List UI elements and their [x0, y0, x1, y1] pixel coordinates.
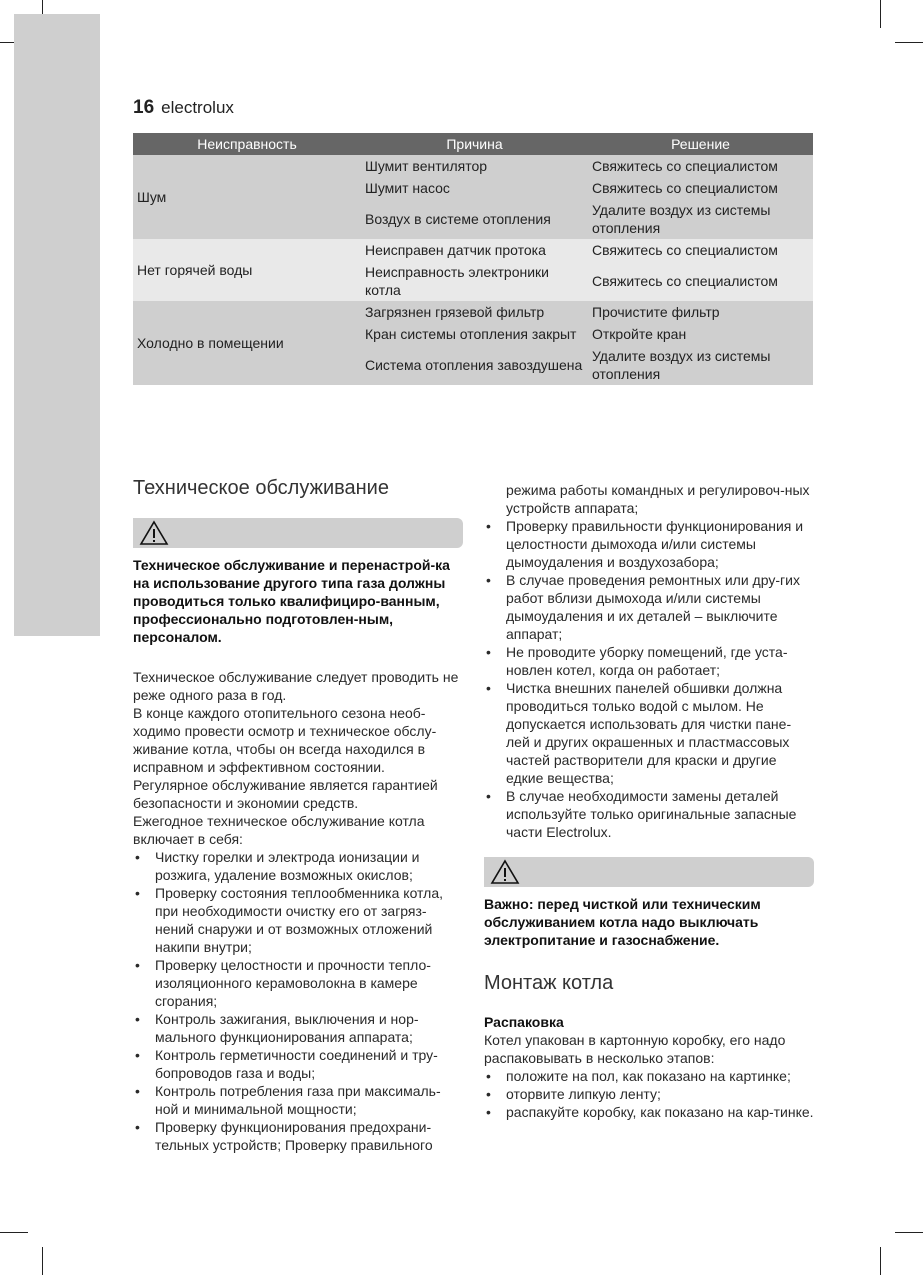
cause-cell: Воздух в системе отопления — [361, 199, 588, 239]
cause-cell: Загрязнен грязевой фильтр — [361, 301, 588, 323]
table-row — [133, 239, 813, 261]
cause-cell: Кран системы отопления закрыт — [361, 323, 588, 345]
solution-cell: Прочистите фильтр — [588, 301, 813, 323]
list-item: • Проверку функционирования предохрани-тельных устройств; Проверку правильного — [133, 1118, 463, 1154]
list-item: • Контроль зажигания, выключения и нор-мального функционирования аппарата; — [133, 1010, 463, 1046]
list-continuation: режима работы командных и регулировоч-ных устройств аппарата; — [506, 482, 810, 516]
crop-mark — [880, 0, 881, 28]
list-item: • положите на пол, как показано на картинке; — [484, 1067, 814, 1085]
page-number: 16 — [133, 97, 155, 118]
cause-cell: Неисправен датчик протока — [361, 239, 588, 261]
list-item: • Контроль потребления газа при максималь-ной и минимальной мощности; — [133, 1082, 463, 1118]
table-header-row — [133, 133, 813, 155]
brand-name: electrolux — [161, 98, 234, 117]
table-row — [133, 155, 813, 177]
crop-mark — [895, 42, 923, 43]
warning-icon — [139, 520, 169, 546]
cause-cell: Шумит вентилятор — [361, 155, 588, 177]
left-column — [133, 476, 463, 1154]
maintenance-warning: Техническое обслуживание и перенастрой-ка на использование другого типа газа должны проводиться только квалифициро-ванным, профессионально подготовлен-ным, персоналом. — [133, 557, 450, 645]
list-item: • Проверку состояния теплообменника котла, при необходимости очистку его от загряз-нений снаружи и от возможных отложений накипи внутри; — [133, 884, 463, 956]
unpacking-heading: Распаковка — [484, 1014, 564, 1030]
warning-icon — [490, 859, 520, 885]
troubleshooting-table — [133, 133, 813, 385]
solution-cell: Свяжитесь со специалистом — [588, 239, 813, 261]
header-solution: Решение — [588, 133, 813, 155]
list-item: • Чистка внешних панелей обшивки должна проводиться только водой с мылом. Не допускается использовать для чистки пане-лей и других окрашенных и пластмассовых частей растворители для краски и другие едкие вещества; — [484, 679, 814, 787]
warning-banner — [133, 518, 463, 548]
solution-cell: Откройте кран — [588, 323, 813, 345]
list-item: • Не проводите уборку помещений, где уста-новлен котел, когда он работает; — [484, 643, 814, 679]
cause-cell: Неисправность электроники котла — [361, 261, 588, 301]
crop-mark — [42, 1247, 43, 1275]
list-item: • Проверку правильности функционирования и целостности дымохода и/или системы дымоудаления и воздухозабора; — [484, 517, 814, 571]
unpacking-list — [484, 1067, 814, 1121]
paragraph: Ежегодное техническое обслуживание котла включает в себя: — [133, 813, 425, 847]
paragraph: Техническое обслуживание следует проводить не реже одного раза в год. — [133, 669, 459, 703]
paragraph: В конце каждого отопительного сезона необ-ходимо провести осмотр и техническое обслу-живание котла, чтобы он всегда находился в исправном и эффективном состоянии. — [133, 705, 437, 775]
warning-banner — [484, 857, 814, 887]
header-cause: Причина — [361, 133, 588, 155]
maintenance-list-continued — [484, 517, 814, 841]
maintenance-list — [133, 848, 463, 1154]
fault-cell: Холодно в помещении — [133, 301, 361, 385]
list-item: • Контроль герметичности соединений и тру-бопроводов газа и воды; — [133, 1046, 463, 1082]
list-item: • распакуйте коробку, как показано на кар-тинке. — [484, 1103, 814, 1121]
right-column — [484, 481, 814, 1121]
list-item: • Чистку горелки и электрода ионизации и розжига, удаление возможных окислов; — [133, 848, 463, 884]
crop-mark — [880, 1247, 881, 1275]
cause-cell: Система отопления завоздушена — [361, 345, 588, 385]
fault-cell: Шум — [133, 155, 361, 239]
solution-cell: Свяжитесь со специалистом — [588, 177, 813, 199]
solution-cell: Удалите воздух из системы отопления — [588, 199, 813, 239]
page-header — [133, 97, 234, 119]
crop-mark — [895, 1232, 923, 1233]
list-item: • Проверку целостности и прочности тепло-изоляционного керамоволокна в камере сгорания; — [133, 956, 463, 1010]
fault-cell: Нет горячей воды — [133, 239, 361, 301]
cause-cell: Шумит насос — [361, 177, 588, 199]
solution-cell: Удалите воздух из системы отопления — [588, 345, 813, 385]
installation-title: Монтаж котла — [484, 972, 614, 994]
list-item: • В случае проведения ремонтных или дру-гих работ вблизи дымохода и/или системы дымоудаления и их деталей – выключите аппарат; — [484, 571, 814, 643]
crop-mark — [0, 1232, 28, 1233]
list-item: • оторвите липкую ленту; — [484, 1085, 814, 1103]
list-item: • В случае необходимости замены деталей используйте только оригинальные запасные части Electrolux. — [484, 787, 814, 841]
header-fault: Неисправность — [133, 133, 361, 155]
side-tab — [14, 14, 100, 636]
solution-cell: Свяжитесь со специалистом — [588, 155, 813, 177]
paragraph: Регулярное обслуживание является гарантией безопасности и экономии средств. — [133, 777, 438, 811]
cleaning-warning: Важно: перед чисткой или техническим обслуживанием котла надо выключать электропитание и газоснабжение. — [484, 896, 761, 948]
maintenance-title: Техническое обслуживание — [133, 477, 389, 499]
solution-cell: Свяжитесь со специалистом — [588, 261, 813, 301]
table-row — [133, 301, 813, 323]
paragraph: Котел упакован в картонную коробку, его надо распаковывать в несколько этапов: — [484, 1032, 786, 1066]
